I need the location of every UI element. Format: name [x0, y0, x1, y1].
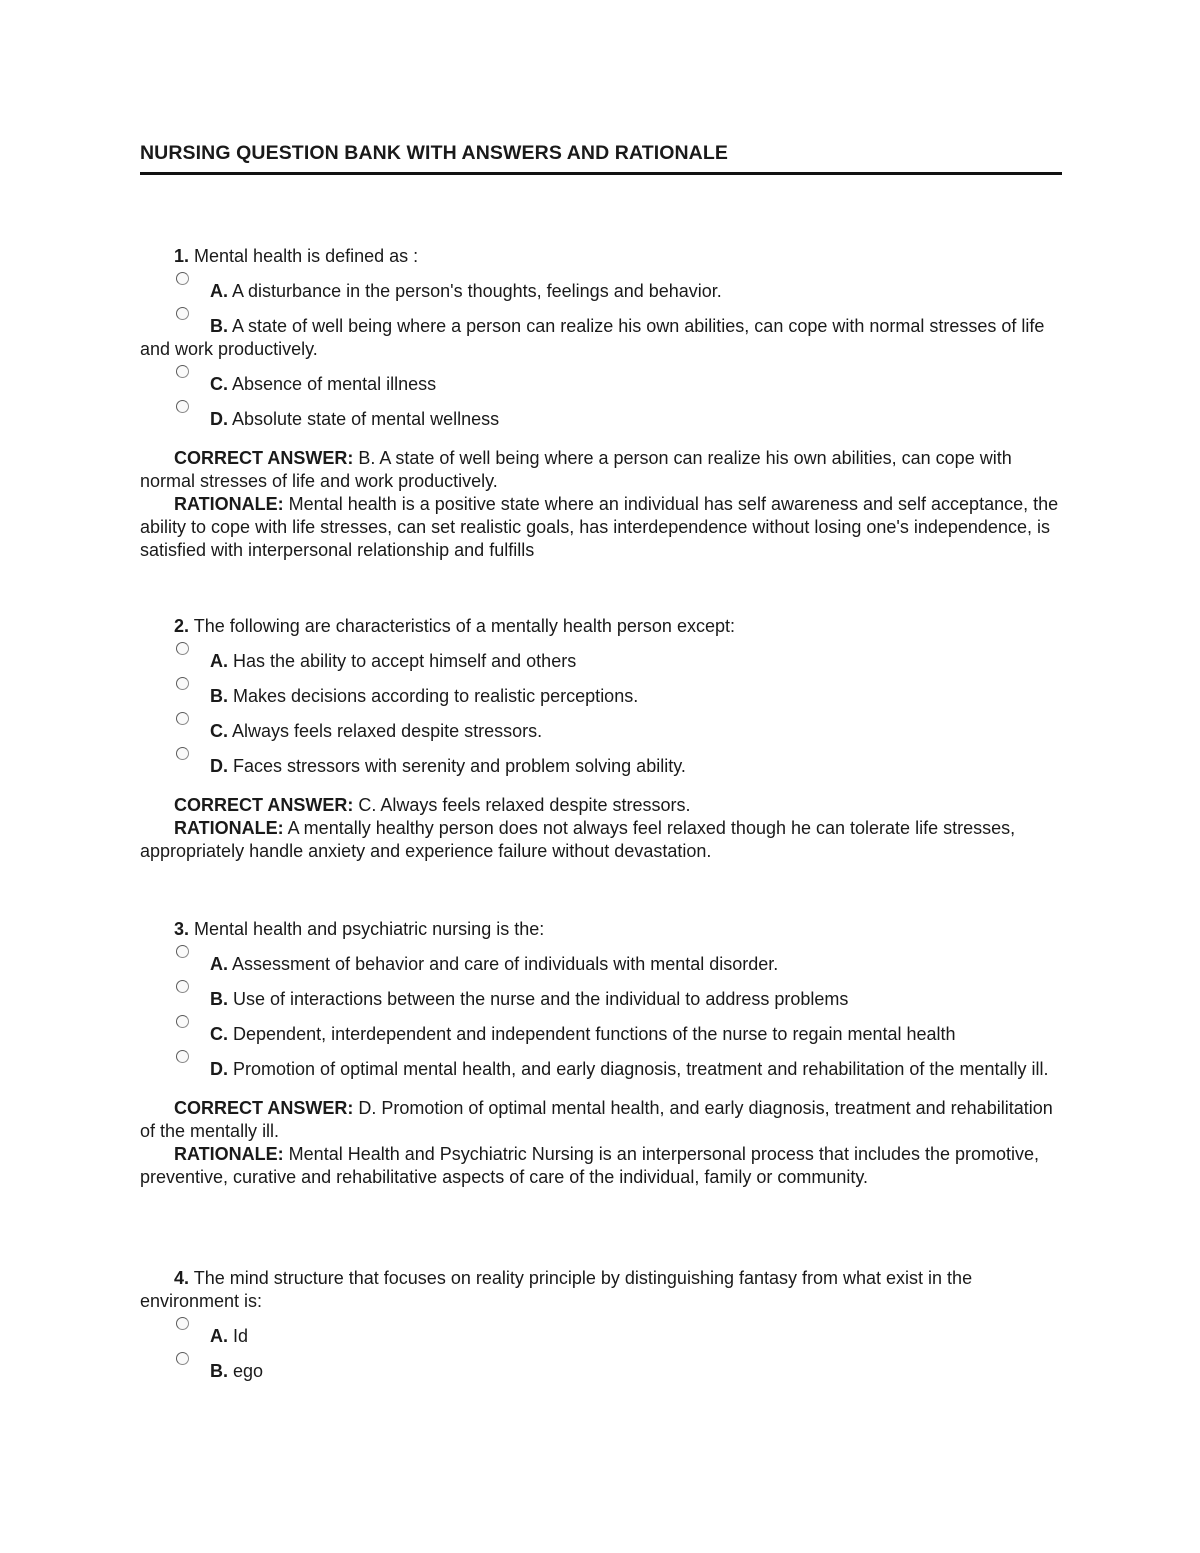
question-1 — [140, 245, 1062, 562]
answer-block — [140, 1097, 1062, 1189]
option-a: A. A disturbance in the person's thoughts, feelings and behavior. — [140, 280, 1062, 303]
radio-button-icon[interactable] — [176, 747, 189, 760]
rationale: RATIONALE: A mentally healthy person does not always feel relaxed though he can tolerate life stresses, appropriately handle anxiety and experience failure without devastation. — [140, 818, 1016, 861]
option-b: B. Makes decisions according to realistic perceptions. — [140, 685, 1062, 708]
question-3 — [140, 918, 1062, 1189]
radio-button-icon[interactable] — [176, 307, 189, 320]
document-title: NURSING QUESTION BANK WITH ANSWERS AND RATIONALE — [140, 140, 1062, 175]
option-c: C. Always feels relaxed despite stressors. — [140, 720, 1062, 743]
question-stem: 1. Mental health is defined as : — [174, 246, 419, 266]
option-b: B. A state of well being where a person can realize his own abilities, can cope with normal stresses of life and work productively. — [140, 315, 1062, 361]
option-a: A. Id — [140, 1325, 1062, 1348]
radio-button-icon[interactable] — [176, 400, 189, 413]
question-4 — [140, 1267, 1062, 1383]
radio-button-icon[interactable] — [176, 365, 189, 378]
option-a: A. Has the ability to accept himself and others — [140, 650, 1062, 673]
option-d: D. Absolute state of mental wellness — [140, 408, 1062, 431]
radio-button-icon[interactable] — [176, 1050, 189, 1063]
option-c: C. Absence of mental illness — [140, 373, 1062, 396]
option-a: A. Assessment of behavior and care of individuals with mental disorder. — [140, 953, 1062, 976]
radio-button-icon[interactable] — [176, 945, 189, 958]
radio-button-icon[interactable] — [176, 980, 189, 993]
option-d: D. Promotion of optimal mental health, and early diagnosis, treatment and rehabilitation of the mentally ill. — [140, 1058, 1062, 1081]
option-b: B. ego — [140, 1360, 1062, 1383]
question-2 — [140, 615, 1062, 863]
rationale: RATIONALE: Mental Health and Psychiatric Nursing is an interpersonal process that includes the promotive, preventive, curative and rehabilitative aspects of care of the individual, family or community. — [140, 1144, 1040, 1187]
question-stem: 4. The mind structure that focuses on reality principle by distinguishing fantasy from what exist in the environment is: — [140, 1268, 973, 1311]
document-page — [140, 140, 1062, 175]
answer-block — [140, 447, 1062, 562]
rationale: RATIONALE: Mental health is a positive state where an individual has self awareness and self acceptance, the ability to cope with life stresses, can set realistic goals, has interdependence without losing one's independence, is satisfied with interpersonal relationship and fulfills — [140, 494, 1059, 560]
radio-button-icon[interactable] — [176, 272, 189, 285]
radio-button-icon[interactable] — [176, 1317, 189, 1330]
correct-answer: CORRECT ANSWER: B. A state of well being where a person can realize his own abilities, can cope with normal stresses of life and work productively. — [140, 448, 1012, 491]
correct-answer: CORRECT ANSWER: D. Promotion of optimal mental health, and early diagnosis, treatment and rehabilitation of the mentally ill. — [140, 1098, 1053, 1141]
question-stem: 3. Mental health and psychiatric nursing is the: — [174, 919, 545, 939]
radio-button-icon[interactable] — [176, 1352, 189, 1365]
radio-button-icon[interactable] — [176, 1015, 189, 1028]
option-b: B. Use of interactions between the nurse and the individual to address problems — [140, 988, 1062, 1011]
option-d: D. Faces stressors with serenity and problem solving ability. — [140, 755, 1062, 778]
answer-block — [140, 794, 1062, 863]
radio-button-icon[interactable] — [176, 677, 189, 690]
radio-button-icon[interactable] — [176, 642, 189, 655]
correct-answer: CORRECT ANSWER: C. Always feels relaxed despite stressors. — [174, 795, 691, 815]
question-stem: 2. The following are characteristics of a mentally health person except: — [174, 616, 735, 636]
option-c: C. Dependent, interdependent and independent functions of the nurse to regain mental health — [140, 1023, 1062, 1046]
radio-button-icon[interactable] — [176, 712, 189, 725]
